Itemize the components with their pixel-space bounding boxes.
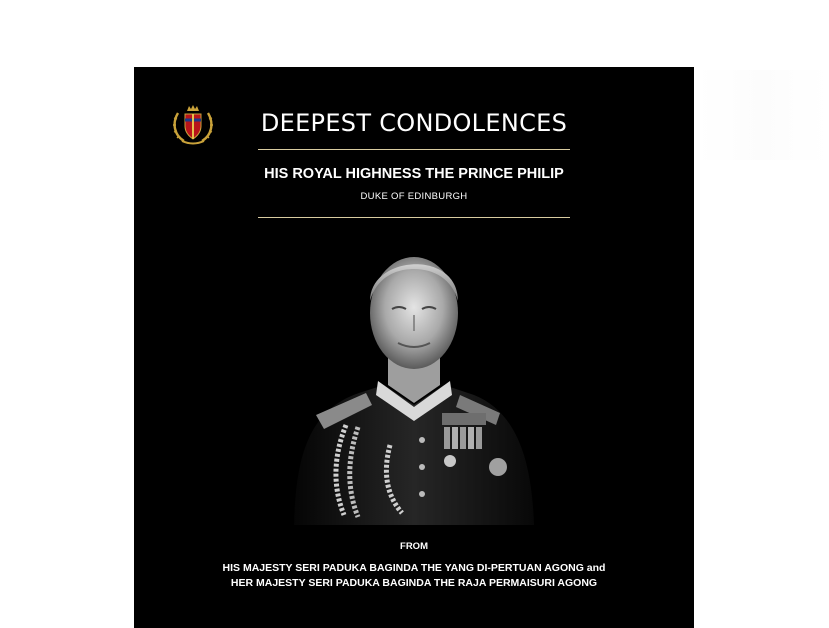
faded-background-text (696, 70, 829, 160)
divider-top (258, 149, 570, 150)
page-title: DEEPEST CONDOLENCES (260, 109, 568, 137)
sender-line-1: HIS MAJESTY SERI PADUKA BAGINDA THE YANG DI-PERTUAN AGONG and (222, 562, 606, 574)
honoree-title: DUKE OF EDINBURGH (360, 191, 468, 202)
royal-crest-icon (170, 103, 216, 145)
portrait-photo (284, 235, 544, 525)
condolence-card (134, 67, 694, 628)
divider-bottom (258, 217, 570, 218)
honoree-name: HIS ROYAL HIGHNESS THE PRINCE PHILIP (264, 166, 564, 182)
from-label: FROM (400, 541, 428, 552)
sender-line-2: HER MAJESTY SERI PADUKA BAGINDA THE RAJA PERMAISURI AGONG (230, 577, 598, 589)
